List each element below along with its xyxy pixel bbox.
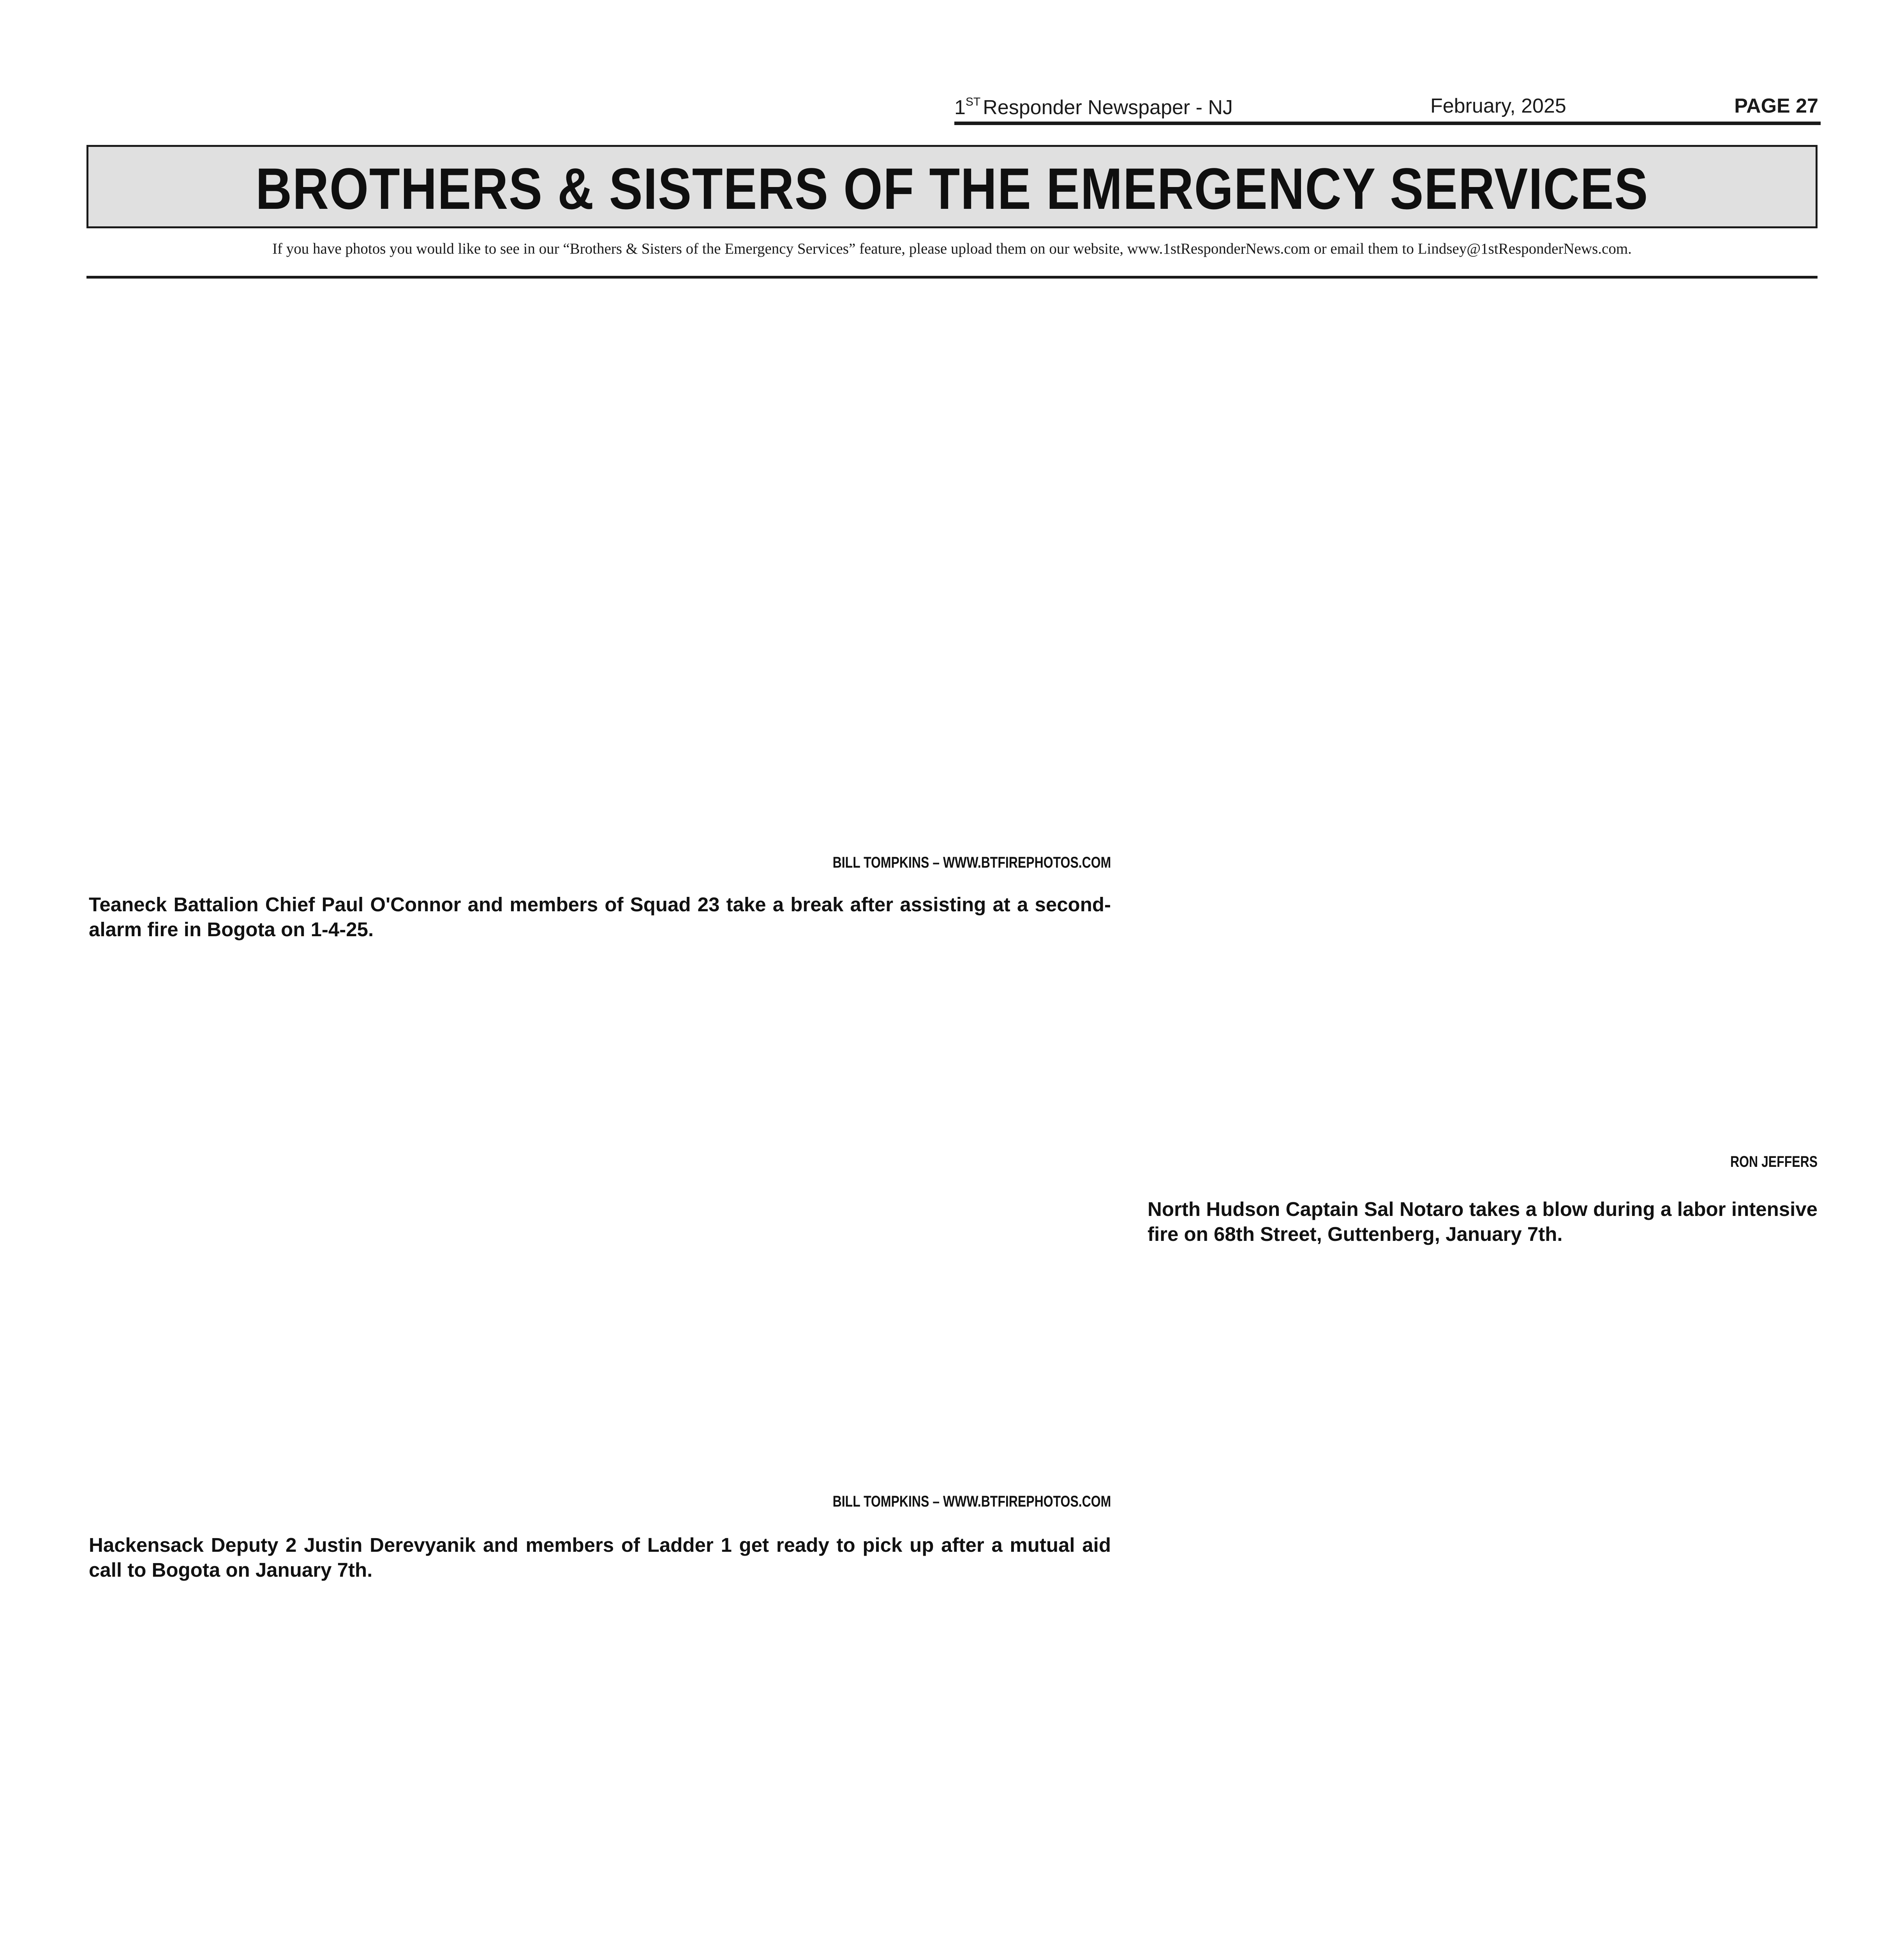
photo-caption: Teaneck Battalion Chief Paul O'Connor and members of Squad 23 take a break after assisting at a second-alarm fire in Bogota on 1-4-25. [89,893,1111,940]
photo-credit: BILL TOMPKINS – WWW.BTFIREPHOTOS.COM [832,1493,1111,1510]
issue-date: February, 2025 [1430,95,1566,117]
photo-caption: Hackensack Deputy 2 Justin Derevyanik and members of Ladder 1 get ready to pick up after a mutual aid call to Bogota on January 7th. [89,1534,1111,1581]
section-banner [86,145,1818,228]
section-divider [86,276,1818,279]
photo-credit: RON JEFFERS [1730,1153,1818,1170]
photo-hackensack-ladder-1 [86,962,1111,1480]
page-number: PAGE 27 [1734,95,1818,117]
photo-north-hudson-notaro [1146,296,1818,1145]
photo-teaneck-squad-23 [86,296,1111,845]
section-intro: If you have photos you would like to see in our “Brothers & Sisters of the Emergency Services” feature, please upload them on our website, www.1stResponderNews.com or email them to Lindsey@1stResponderNews.com. [272,240,1632,257]
publication-name: 1ST Responder Newspaper - NJ [954,95,1233,119]
section-title: BROTHERS & SISTERS OF THE EMERGENCY SERVICES [255,156,1649,221]
photo-hasbrouck-heights-officers [86,1605,1111,1948]
photo-north-hudson-donnarumma [1146,1270,1818,1948]
running-header [954,86,1821,125]
photo-caption: North Hudson Captain Sal Notaro takes a blow during a labor intensive fire on 68th Street, Guttenberg, January 7th. [1148,1198,1818,1245]
photo-credit: BILL TOMPKINS – WWW.BTFIREPHOTOS.COM [832,854,1111,871]
